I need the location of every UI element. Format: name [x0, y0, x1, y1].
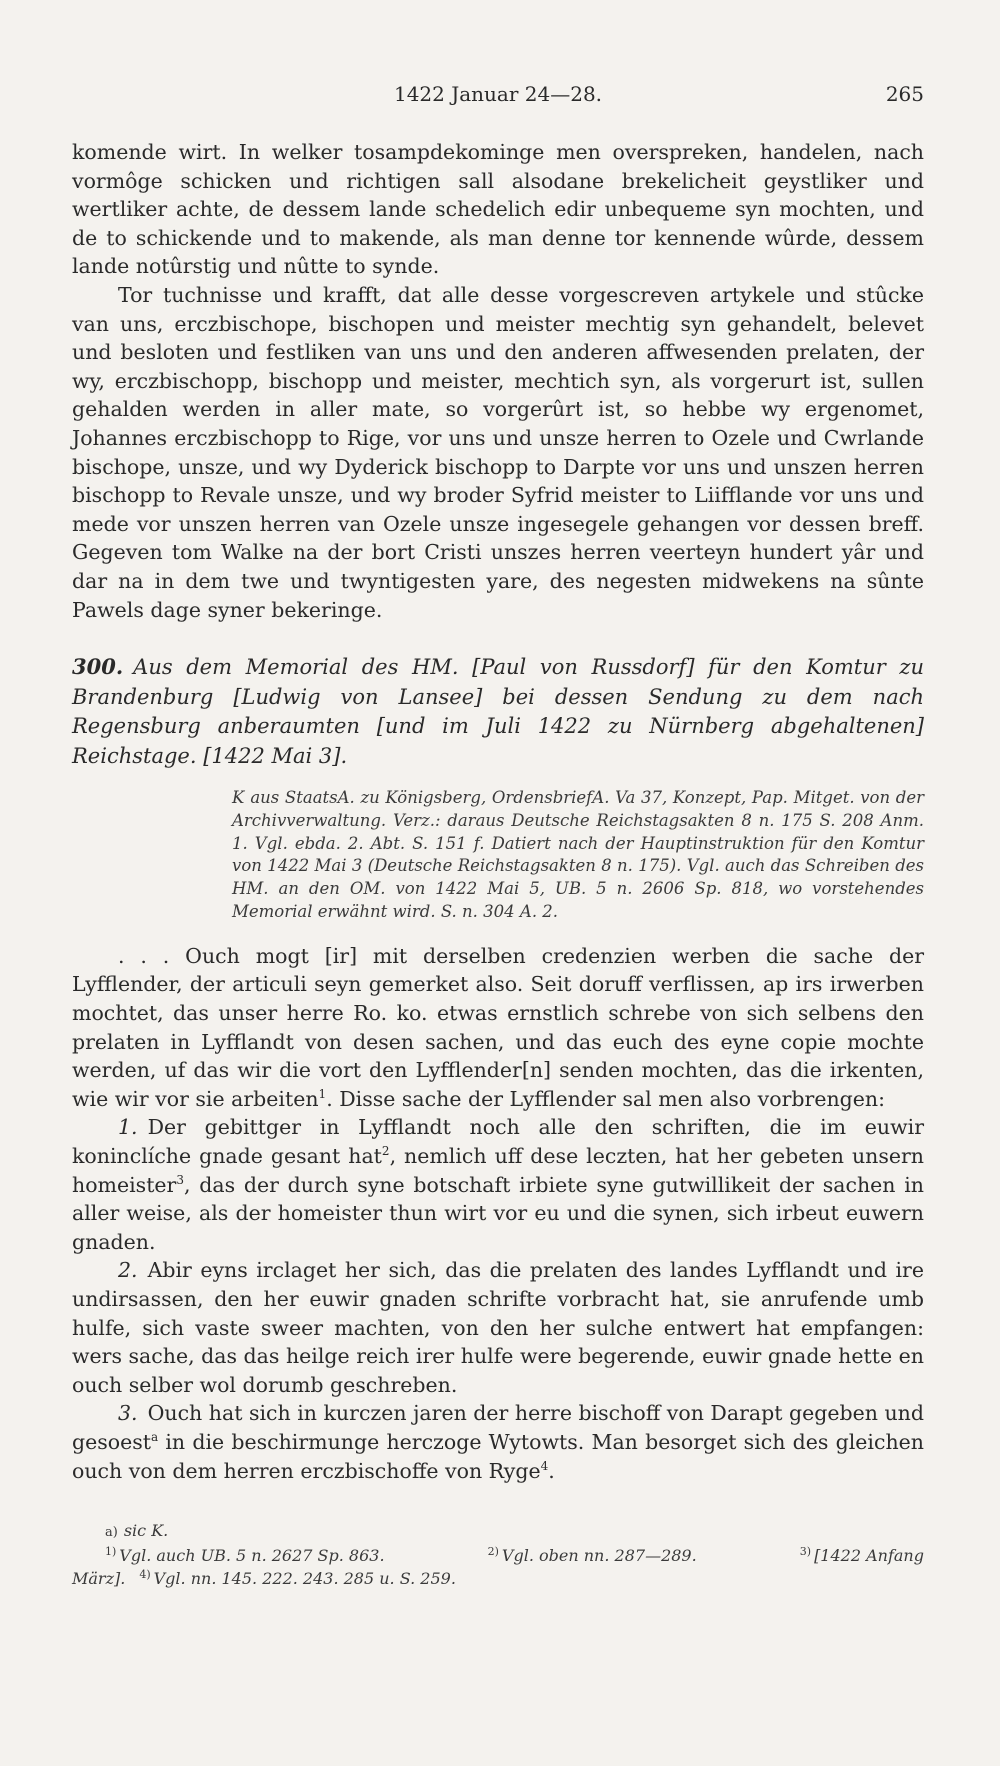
footnote-a	[72, 1519, 924, 1544]
footnote-row	[72, 1544, 924, 1567]
paragraph-corroboration: Tor tuchnisse und krafft, dat alle desse vorgescreven artykele und stûcke van uns, erczbischope, bischopen und meister mechtig syn gehandelt, belevet und besloten und festliken van uns und den anderen affwesenden prelaten, der wy, erczbischopp, bischopp und meister, mechtich syn, als vorgerurt ist, sullen gehalden werden in aller mate, so vorgerûrt ist, so hebbe wy ergenomet, Johannes erczbischopp to Rige, vor uns und unsze herren to Ozele und Cwrlande bischope, unsze, und wy Dyderick bischopp to Darpte vor uns und unszen herren bischopp to Revale unsze, und wy broder Syfrid meister to Liifflande vor uns und mede vor unszen herren van Ozele unsze ingesegele gehangen vor dessen breff. Gegeven tom Walke na der bort Cristi unszes herren veerteyn hundert yâr und dar na in dem twe und twyntigesten yare, des negesten midwekens na sûnte Pawels dage syner bekeringe.	[72, 282, 924, 622]
page-number: 265	[885, 82, 924, 106]
running-head-title: 1422 Januar 24—28.	[393, 82, 603, 106]
footnote-ref: 3	[176, 1172, 185, 1187]
document-heading	[72, 652, 924, 771]
item2-text: Abir eyns irclaget her sich, das die prelaten des landes Lyfflandt und ire undirsassen, den her euwir gnaden schrifte vorbracht hat, sie anrufende umb hulfe, sich vaste sweer machten, von den her sulche entwert hat empfangen: wers sache, das das heilge reich irer hulfe were begerende, euwir gnade hette en ouch selber wol dorumb geschreben.	[72, 1258, 924, 1397]
footnote-text: Vgl. oben nn. 287—289.	[501, 1546, 697, 1566]
footnote-ref: 2	[381, 1144, 390, 1159]
footnote-text: sic K.	[123, 1521, 169, 1541]
footnote-2	[488, 1544, 697, 1567]
footnote-text: Vgl. auch UB. 5 n. 2627 Sp. 863.	[119, 1546, 385, 1566]
footnote-3-continuation: März].	[72, 1569, 126, 1589]
memorial-item-1	[72, 1113, 924, 1256]
page	[72, 82, 924, 1590]
item1-text-b: , nemlich uff dese leczten, hat her gebeten unsern homeister	[72, 1144, 924, 1197]
memorial-text	[72, 942, 924, 1485]
footnote-4-text: Vgl. nn. 145. 222. 243. 285 u. S. 259.	[153, 1569, 456, 1589]
item-number: 2.	[118, 1258, 138, 1283]
paragraph-continuation: komende wirt. In welker tosampdekominge men overspreken, handelen, nach vormôge schicken und richtigen sall alsodane brekelicheit geystliker und wertliker achte, de dessem lande schedelich edir unbequeme syn mochten, und de to schickende und to makende, als man denne tor kennende wûrde, dessem lande notûrstig und nûtte to synde.	[72, 140, 924, 279]
intro-text-b: . Disse sache der Lyfflender sal men also vorbrengen:	[326, 1086, 886, 1111]
running-head	[72, 82, 924, 116]
footnote-3	[800, 1544, 924, 1567]
footnote-ref: 1	[318, 1087, 327, 1102]
item-number: 3.	[118, 1401, 138, 1426]
intro-text-a: . . . Ouch mogt [ir] mit derselben credenzien werben die sache der Lyfflender, der articuli seyn gemerket also. Seit doruff verflissen, ap irs irwerben mochtet, das unser herre Ro. ko. etwas ernstlich schrebe von sich selbens den prelaten in Lyfflandt von desen sachen, und das euch des eyne copie mochte werden, uf das wir die vort den Lyfflender[n] senden mochten, das die irkenten, wie wir vor sie arbeiten	[72, 943, 924, 1111]
item-number: 1.	[118, 1115, 138, 1140]
memorial-intro	[72, 942, 924, 1114]
footnote-row-2	[72, 1567, 924, 1590]
footnote-mark: 1)	[105, 1544, 117, 1558]
footnotes	[72, 1519, 924, 1590]
footnote-ref: 4	[540, 1458, 549, 1473]
item3-text-c: .	[548, 1458, 555, 1483]
body-text	[72, 138, 924, 624]
item1-text-c: , das der durch syne botschaft irbiete syne gutwillikeit der sachen in aller weise, als der homeister thun wirt vor eu und die synen, sich irbeut euwern gnaden.	[72, 1172, 924, 1254]
footnote-ref: a	[151, 1430, 159, 1445]
footnote-mark: 3)	[799, 1544, 812, 1558]
document-number: 300.	[72, 654, 124, 680]
footnote-mark: a)	[105, 1525, 118, 1541]
memorial-item-2	[72, 1256, 924, 1399]
memorial-item-3	[72, 1399, 924, 1485]
item1-text-a: Der gebittger in Lyfflandt noch alle den schriften, die im euwir koninclíche gnade gesant hat	[72, 1115, 924, 1169]
apparatus-text: aus StaatsA. zu Königsberg, OrdensbriefA. Va 37, Konzept, Pap. Mitget. von der Archivverwaltung. Verz.: daraus Deutsche Reichstagsakten 8 n. 175 S. 208 Anm. 1. Vgl. ebda. 2. Abt. S. 151 f. Datiert nach der Hauptinstruktion für den Komtur von 1422 Mai 3 (Deutsche Reichstagsakten 8 n. 175). Vgl. auch das Schreiben des HM. an den OM. von 1422 Mai 5, UB. 5 n. 2606 Sp. 818, wo vorstehendes Memorial erwähnt wird. S. n. 304 A. 2.	[232, 788, 924, 922]
item3-text-b: in die beschirmunge herczoge Wytowts. Man besorget sich des gleichen ouch von dem herren erczbischoffe von Ryge	[72, 1429, 924, 1483]
apparatus-sigla: K	[232, 788, 245, 808]
footnote-text: [1422 Anfang	[814, 1546, 924, 1566]
item3-text-a: Ouch hat sich in kurczen jaren der herre bischoff von Darapt gegeben und gesoest	[72, 1401, 924, 1454]
document-heading-text: Aus dem Memorial des HM. [Paul von Russdorf] für den Komtur zu Brandenburg [Ludwig von Lansee] bei dessen Sendung zu dem nach Regensburg anberaumten [und im Juli 1422 zu Nürnberg abgehaltenen] Reichstage. [1422 Mai 3].	[72, 655, 924, 768]
footnote-1	[105, 1544, 385, 1567]
source-apparatus	[232, 787, 924, 924]
footnote-mark: 2)	[487, 1544, 499, 1558]
footnote-mark: 4)	[139, 1567, 151, 1581]
